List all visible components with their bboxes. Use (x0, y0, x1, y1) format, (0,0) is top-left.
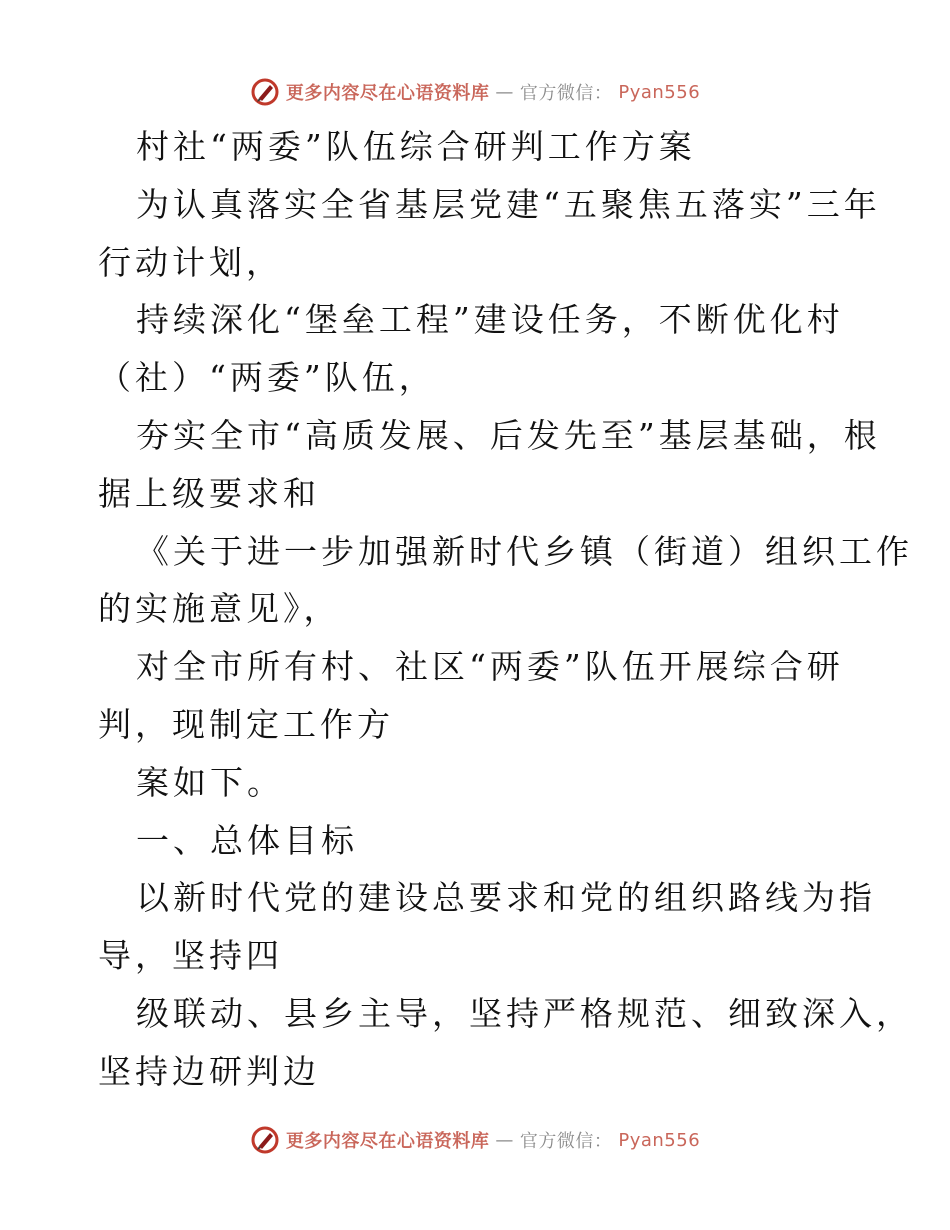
watermark-main-text: 更多内容尽在心语资料库 (285, 1131, 490, 1152)
paragraph-line: 夯实全市“高质发展、后发先至”基层基础，根 (136, 415, 881, 455)
watermark-contact-label: 官方微信： (519, 1131, 613, 1152)
section-heading: 一、总体目标 (136, 820, 358, 860)
document-body (98, 118, 913, 1101)
footer-watermark (0, 1120, 950, 1160)
watermark-main-text: 更多内容尽在心语资料库 (285, 83, 490, 104)
header-watermark (0, 72, 950, 112)
watermark-wechat-id: Pyan556 (618, 81, 701, 103)
paragraph-line: 为认真落实全省基层党建“五聚焦五落实”三年 (136, 184, 881, 224)
paragraph-line: 以新时代党的建设总要求和党的组织路线为指 (136, 878, 876, 918)
paragraph-line: 案如下。 (136, 762, 284, 802)
paragraph-line: 的实施意见》， (98, 589, 341, 629)
paragraph-line: 《关于进一步加强新时代乡镇（街道）组织工作 (136, 531, 913, 571)
paragraph-line: 对全市所有村、社区“两委”队伍开展综合研 (136, 647, 844, 687)
document-title: 村社“两委”队伍综合研判工作方案 (136, 127, 696, 166)
paragraph-line: 级联动、县乡主导，坚持严格规范、细致深入， (136, 993, 913, 1033)
paragraph-line: 判，现制定工作方 (98, 704, 394, 744)
paragraph-line: 导，坚持四 (98, 936, 283, 976)
paragraph-line: 据上级要求和 (98, 473, 320, 513)
paragraph-line: 行动计划， (98, 242, 283, 282)
watermark-dash: — (495, 1129, 514, 1151)
watermark-contact-label: 官方微信： (519, 83, 613, 104)
paragraph-line: 坚持边研判边 (98, 1051, 320, 1091)
watermark-wechat-id: Pyan556 (618, 1129, 701, 1151)
paragraph-line: 持续深化“堡垒工程”建设任务，不断优化村 (136, 300, 844, 340)
watermark-dash: — (495, 81, 514, 103)
pen-logo-icon (250, 77, 280, 107)
pen-logo-icon (250, 1125, 280, 1155)
paragraph-line: （社）“两委”队伍， (98, 358, 436, 398)
